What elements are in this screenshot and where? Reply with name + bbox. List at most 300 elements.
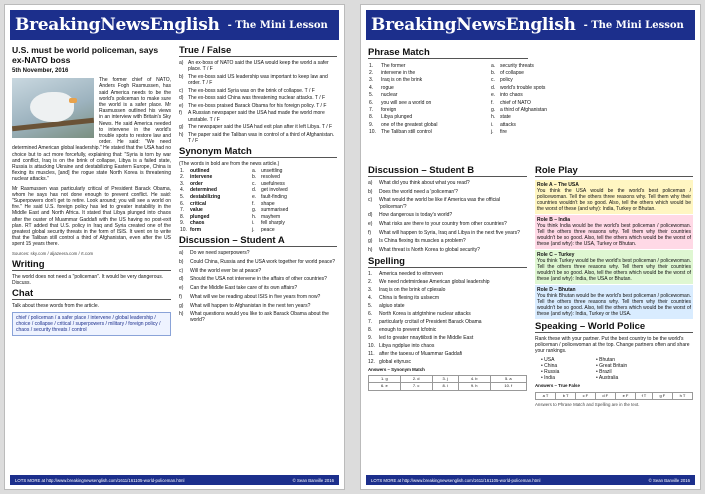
item-letter: d) (368, 212, 373, 219)
phrase-end: security threats (500, 62, 534, 69)
lesson-page-1 (4, 4, 345, 490)
row-number: 7. (180, 207, 185, 214)
article-paragraph: Mr Rasmussen was particularly critical of President Barack Obama, whom he says has not done enough to prevent conflict. He said: "Superpowers don't get to retire. Look around; you will see a world on fire." He said U.S. foreign policy has led to greater instability in the Middle East and North Africa. It stated that Libya plunged into chaos after the ouster of Muammar Gaddafi with the US having no post-exit plan. RT added that U.S. policy in Iraq and Syria created one of the greatest global security threats in the form of ISIS. It went on to write that the Taliban still control a third of Afghanistan, even after the US spent 15 years there. (12, 185, 171, 248)
discussion-b-heading: Discussion – Student B (368, 165, 527, 177)
item-text: Is China flexing its muscles a problem? (379, 238, 466, 245)
item-text: What will happen to Syria, Iraq and Libya in the next five years? (379, 229, 520, 236)
phrase-start: The former (381, 62, 406, 69)
question-item (368, 180, 527, 186)
brand-title: BreakingNewsEnglish (371, 15, 576, 35)
page-footer (366, 475, 695, 485)
answer-cell: 4. b (458, 376, 490, 383)
spelling-item (368, 279, 527, 285)
true-false-item (179, 124, 337, 130)
synonym-row (179, 174, 337, 181)
row-letter: e. (252, 193, 257, 200)
row-letter: j. (252, 226, 255, 233)
synonym-answers-label: Answers – Synonym Match (368, 367, 425, 373)
item-text: What will we be reading about ISIS in five years from now? (190, 293, 321, 300)
answer-cell: a T (536, 392, 556, 399)
item-letter: b) (179, 259, 184, 266)
question-item (179, 303, 337, 309)
phrase-start: intervene in the (381, 69, 416, 76)
lesson-page-2 (360, 4, 701, 490)
synonym-match: summarised (261, 207, 289, 214)
role-title: Role A – The USA (537, 181, 579, 188)
footer-copyright: © Sean Banville 2016 (292, 477, 334, 483)
question-item (368, 212, 527, 218)
true-false-list (179, 60, 337, 144)
item-text: America needed to eitnrveen (379, 270, 443, 277)
row-letter: h. (491, 114, 496, 121)
answer-cell: 3. j (432, 376, 458, 383)
item-letter: c) (368, 197, 373, 204)
phrase-start: Iraq is on the brink (381, 77, 423, 84)
item-letter: e) (179, 285, 184, 292)
spelling-heading: Spelling (368, 256, 527, 268)
answer-cell: e F (615, 392, 635, 399)
phrase-start: nuclear (381, 92, 398, 99)
row-number: 9. (180, 220, 185, 227)
row-number: 5. (369, 92, 374, 99)
discussion-a-heading: Discussion – Student A (179, 235, 337, 247)
answer-cell: 10. f (490, 383, 526, 390)
answer-cell: f T (636, 392, 653, 399)
phrase-end: policy (500, 77, 513, 84)
answers-row (536, 392, 693, 399)
row-letter: g. (252, 207, 257, 214)
answer-cell: c F (576, 392, 596, 399)
item-text: What threat is North Korea to global security? (379, 247, 480, 254)
question-item (179, 285, 337, 291)
synonym-row (179, 181, 337, 188)
true-false-item (179, 103, 337, 109)
synonym-match: peace (261, 226, 275, 233)
banner-subtitle: - The Mini Lesson (583, 19, 684, 31)
true-false-item (179, 74, 337, 86)
phrase-start: rogue (381, 84, 394, 91)
left-column-p2 (368, 163, 527, 391)
chat-intro: Talk about these words from the article. (12, 303, 99, 310)
country-item: • China (541, 363, 596, 369)
question-item (179, 276, 337, 282)
row-number: 10. (369, 129, 376, 136)
item-text: enough to prevent lcfotnic (379, 326, 437, 333)
row-number: 1. (180, 167, 185, 174)
footer-link[interactable]: LOTS MORE at http://www.breakingnewsenglish.com/1611/161105-world-policeman.html (15, 477, 185, 483)
item-text: Will the world ever be at peace? (190, 267, 262, 274)
row-letter: f. (491, 99, 494, 106)
true-false-item (179, 132, 337, 144)
row-letter: d. (252, 187, 257, 194)
row-letter: e. (491, 92, 496, 99)
phrase-row (368, 77, 618, 84)
item-text: Do we need superpowers? (190, 250, 250, 257)
answers-row (369, 383, 527, 390)
synonym-row (179, 194, 337, 201)
synonym-heading: Synonym Match (179, 146, 337, 158)
row-number: 8. (180, 213, 185, 220)
item-text: The newspaper said the USA had exit plan after it left Libya. T / F (188, 124, 333, 131)
item-number: 3. (368, 286, 373, 293)
row-letter: h. (252, 213, 257, 220)
item-text: The ex-boss praised Barack Obama for his foreign policy. T / F (188, 102, 327, 109)
item-text: The paper said the Taliban was in control of a third of Afghanistan. T / F (188, 131, 335, 144)
phrase-end: a third of Afghanistan (500, 106, 547, 113)
phrase-row (368, 114, 618, 121)
item-text: Could China, Russia and the USA work together for world peace? (190, 259, 336, 266)
item-number: 8. (368, 326, 373, 333)
answer-cell: 7. c (400, 383, 432, 390)
phrase-start: one of the greatest global (381, 121, 438, 128)
item-text: The ex-boss said China was threatening nuclear attacks. T / F (188, 95, 326, 102)
synonym-word: plunged (190, 213, 210, 220)
phrase-start: you will see a world on (381, 99, 432, 106)
row-number: 1. (369, 62, 374, 69)
synonym-word: order (190, 180, 203, 187)
footer-link[interactable]: LOTS MORE at http://www.breakingnewsenglish.com/1611/161105-world-policeman.html (371, 477, 541, 483)
item-letter: f) (368, 229, 372, 236)
country-item: • Australia (596, 375, 651, 381)
spelling-item (368, 303, 527, 309)
spelling-item (368, 327, 527, 333)
row-letter: b. (252, 174, 257, 181)
row-letter: a. (491, 62, 496, 69)
phrase-row (368, 121, 618, 128)
phrase-end: state (500, 114, 511, 121)
synonym-word: chaos (190, 220, 205, 227)
writing-prompt: The world does not need a "policeman". It would be very dangerous. Discuss. (12, 273, 164, 287)
synonym-note: (The words in bold are from the news article.) (179, 161, 280, 168)
page-banner (366, 10, 695, 40)
answer-cell: 6. e (369, 383, 401, 390)
question-item (368, 189, 527, 195)
item-letter: b) (368, 188, 373, 195)
item-text: An ex-boss of NATO said the USA would keep the world a safer place. T / F (188, 60, 329, 73)
chat-word-box: chief / policeman / a safer place / intervene / global leadership / choice / collapse / critical / superpowers / military / foreign policy / chaos / security threats / control (12, 312, 171, 337)
footer-copyright: © Sean Banville 2016 (648, 477, 690, 483)
item-number: 12. (368, 358, 375, 365)
role-text: You think Turkey would be the world's best policeman / policewoman. Tell the others three reasons why. Tell them why their countries wouldn't be so good. Also, tell the others which would be the worst of these (and why): India, the USA or Bhutan. (537, 257, 691, 283)
question-item (368, 197, 527, 209)
row-number: 4. (180, 187, 185, 194)
speaking-intro: Rank these with your partner. Put the best country to be the world's policeman / policewoman at the top. Change partners often and share your rankings. (535, 336, 690, 355)
question-item (368, 230, 527, 236)
true-false-item (179, 95, 337, 101)
item-text: after the taoesu of Muammar Gaddafi (379, 350, 463, 357)
synonym-match: mayhem (261, 213, 281, 220)
item-letter: h) (368, 247, 373, 254)
discussion-a-list (179, 250, 337, 323)
item-text: China is flexing its uslsecm (379, 294, 440, 301)
item-text: Can the Middle East take care of its own affairs? (190, 285, 298, 292)
answers-note: Answers to Phrase Match and Spelling are in the text. (535, 401, 640, 407)
banner-subtitle: - The Mini Lesson (227, 19, 328, 31)
seagull-photo (12, 78, 94, 138)
row-number: 7. (369, 106, 374, 113)
item-text: Does the world need a 'policeman'? (379, 188, 458, 195)
true-false-answers-table (535, 392, 693, 400)
speaking-heading: Speaking – World Police (535, 321, 693, 333)
answer-cell: 1. g (369, 376, 401, 383)
synonym-match: resolved (261, 174, 280, 181)
role-text: You think the USA would be the world's best policeman / policewoman. Tell the others three reasons why. Tell them why their countries wouldn't be so good. Also, tell the others which would be the worst of these (and why): India, Turkey or Bhutan. (537, 187, 691, 213)
row-letter: d. (491, 84, 496, 91)
phrase-row (368, 99, 618, 106)
question-item (368, 247, 527, 253)
spelling-item (368, 359, 527, 365)
spelling-item (368, 271, 527, 277)
row-number: 8. (369, 114, 374, 121)
row-number: 6. (180, 200, 185, 207)
item-number: 4. (368, 294, 373, 301)
phrase-row (368, 129, 618, 136)
answer-cell: h T (672, 392, 692, 399)
item-letter: g) (179, 124, 184, 131)
bird-shape (30, 92, 74, 122)
beak-shape (69, 98, 77, 103)
item-text: particularly crcitail of President Barack Obama (379, 318, 482, 325)
row-number: 2. (180, 174, 185, 181)
article-body (12, 77, 171, 247)
page-banner (10, 10, 339, 40)
phrase-start: The Taliban still control (381, 129, 432, 136)
item-letter: c) (179, 267, 184, 274)
role-text: You think India would be the world's best policeman / policewoman. Tell the others three reasons why. Tell them why their countries wouldn't be so good. Also, tell the others which would be the worst of these (and why): the USA, Turkey or Bhutan. (537, 222, 691, 248)
synonym-word: destabilizing (190, 193, 221, 200)
row-number: 3. (180, 180, 185, 187)
item-text: What did you think about what you read? (379, 180, 470, 186)
country-list (541, 357, 651, 382)
item-text: North Korea is atrlgtnhine nuclear attacks (379, 310, 471, 317)
question-item (179, 250, 337, 256)
role-card-c (535, 250, 693, 284)
answer-cell: 2. d (400, 376, 432, 383)
article-headline: U.S. must be world policeman, says ex-NATO boss (12, 45, 159, 65)
row-number: 10. (180, 226, 187, 233)
item-number: 9. (368, 334, 373, 341)
row-letter: g. (491, 106, 496, 113)
item-letter: d) (179, 276, 184, 283)
country-item: • Bhutan (596, 357, 651, 363)
item-letter: h) (179, 131, 184, 138)
item-text: A Russian newspaper said the USA had made the world more unstable. T / F (188, 110, 325, 123)
synonym-answers-table (368, 375, 527, 390)
spelling-item (368, 319, 527, 325)
synonym-row (179, 227, 337, 234)
answer-cell: b T (556, 392, 576, 399)
synonym-row (179, 207, 337, 214)
row-letter: c. (252, 180, 256, 187)
true-false-heading: True / False (179, 45, 337, 57)
phrase-row (368, 92, 618, 99)
answer-cell: d F (595, 392, 615, 399)
item-text: What risks are there to your country from other countries? (379, 221, 507, 228)
phrase-end: into chaos (500, 92, 523, 99)
page-footer (10, 475, 339, 485)
item-number: 5. (368, 302, 373, 309)
brand-title: BreakingNewsEnglish (15, 15, 220, 35)
role-title: Role B – India (537, 216, 571, 223)
synonym-word: value (190, 207, 203, 214)
right-column-p2 (535, 163, 693, 408)
row-letter: j. (491, 129, 494, 136)
item-number: 6. (368, 310, 373, 317)
question-item (179, 294, 337, 300)
synonym-row (179, 214, 337, 221)
spelling-item (368, 311, 527, 317)
spelling-item (368, 343, 527, 349)
role-title: Role C – Turkey (537, 251, 575, 258)
answer-cell: g F (652, 392, 672, 399)
row-number: 3. (369, 77, 374, 84)
row-letter: i. (252, 220, 255, 227)
phrase-match-section (368, 45, 694, 136)
spelling-item (368, 351, 527, 357)
question-item (179, 259, 337, 265)
item-letter: f) (179, 293, 183, 300)
spelling-item (368, 295, 527, 301)
item-letter: c) (179, 87, 184, 94)
synonym-match: unsettling (261, 167, 283, 174)
item-text: The ex-boss said US leadership was important to keep law and order. T / F (188, 73, 328, 86)
row-letter: a. (252, 167, 257, 174)
true-false-item (179, 110, 337, 122)
phrase-end: chief of NATO (500, 99, 531, 106)
phrase-end: of collapse (500, 69, 524, 76)
true-false-answers-label: Answers – True False (535, 383, 580, 389)
item-letter: a) (179, 250, 184, 257)
synonym-match: fault-finding (261, 193, 287, 200)
role-card-d (535, 285, 693, 319)
spelling-list (368, 271, 527, 365)
item-text: Iraq is on the brink of cplesalo (379, 286, 446, 293)
phrase-match-heading: Phrase Match (368, 47, 528, 59)
question-item (179, 311, 337, 323)
synonym-row (179, 187, 337, 194)
item-letter: h) (179, 311, 184, 318)
question-item (368, 238, 527, 244)
item-letter: a) (368, 180, 373, 186)
discussion-b-list (368, 180, 527, 253)
item-number: 1. (368, 270, 373, 277)
item-letter: b) (179, 73, 184, 80)
item-letter: e) (368, 221, 373, 228)
answer-cell: 9. h (458, 383, 490, 390)
item-text: The ex-boss said Syria was on the brink of collapse. T / F (188, 87, 315, 94)
synonym-match: shape (261, 200, 275, 207)
spelling-item (368, 335, 527, 341)
row-letter: i. (491, 121, 494, 128)
country-item: • India (541, 375, 596, 381)
answer-cell: 5. a (490, 376, 526, 383)
item-text: global eityrusc (379, 358, 411, 365)
phrase-match-table (368, 62, 618, 136)
item-letter: d) (179, 95, 184, 102)
item-letter: e) (179, 102, 184, 109)
phrase-row (368, 106, 618, 113)
synonym-match: fell sharply (261, 220, 285, 227)
phrase-row (368, 84, 618, 91)
question-item (368, 221, 527, 227)
item-text: We need ndetmirdeae American global leadership (379, 278, 490, 285)
writing-heading: Writing (12, 259, 171, 271)
chat-heading: Chat (12, 288, 171, 300)
synonym-row (179, 200, 337, 207)
country-item: • Russia (541, 369, 596, 375)
phrase-start: foreign (381, 106, 397, 113)
item-text: led to greater nnaytiibsti in the Middle East (379, 334, 474, 341)
country-item: • Great Britain (596, 363, 651, 369)
item-text: What would the world be like if America was the official 'policeman'? (379, 197, 501, 210)
item-number: 11. (368, 350, 375, 357)
phrase-row (368, 62, 618, 69)
role-card-a (535, 180, 693, 214)
role-title: Role D – Bhutan (537, 286, 576, 293)
item-text: What will happen to Afghanistan in the next ten years? (190, 302, 311, 309)
synonym-match: get involved (261, 187, 288, 194)
item-number: 10. (368, 342, 375, 349)
row-letter: b. (491, 69, 496, 76)
country-item: • USA (541, 357, 596, 363)
article-sources: Sources: sky.com / aljazeera.com / rt.com (12, 250, 94, 256)
row-number: 2. (369, 69, 374, 76)
article-paragraph: The former chief of NATO, Anders Fogh Rasmussen, has said America needs to be the world's policeman to make sure the world is a safer place. Mr Rasmussen outlined his views in an interview with Britain's Sky News. He said America needed to intervene in the world's trouble spots to restore law and order. He said: "We need determined American global leadership." He stated that the USA had no choice but to act more forcefully, explaining that: "Syria is torn by war and conflict, Iraq is on the brink of collapse, Libya is a failed state, Russia is attacking Ukraine and destabilizing Eastern Europe, China is flexing its muscles, [and] the rogue state North Korea is threatening nuclear attacks." (12, 77, 171, 183)
row-letter: c. (491, 77, 495, 84)
spelling-item (368, 287, 527, 293)
synonym-word: determined (190, 187, 217, 194)
article-date: 5th November, 2016 (12, 68, 69, 74)
item-letter: g) (179, 302, 184, 309)
item-letter: a) (179, 60, 184, 66)
item-text: How dangerous is today's world? (379, 212, 453, 219)
row-number: 5. (180, 193, 185, 200)
answers-row (369, 376, 527, 383)
answer-cell: 8. i (432, 383, 458, 390)
synonym-word: outlined (190, 167, 210, 174)
phrase-end: attacks (500, 121, 516, 128)
phrase-start: Libya plunged (381, 114, 413, 121)
item-letter: g) (368, 238, 373, 245)
synonym-table (179, 167, 337, 233)
item-text: Should the USA not intervene in the affairs of other countries? (190, 276, 327, 283)
item-letter: f) (179, 110, 183, 117)
synonym-word: intervene (190, 174, 213, 181)
phrase-end: fire (500, 129, 507, 136)
role-play-heading: Role Play (535, 165, 693, 177)
item-text: algiuo state (379, 302, 405, 309)
item-number: 7. (368, 318, 373, 325)
row-letter: f. (252, 200, 255, 207)
synonym-row (179, 167, 337, 174)
article-column (12, 46, 171, 336)
item-number: 2. (368, 278, 373, 285)
role-card-b (535, 215, 693, 249)
row-number: 9. (369, 121, 374, 128)
exercise-column (179, 43, 337, 326)
synonym-word: form (190, 226, 202, 233)
role-text: You think Bhutan would be the world's best policeman / policewoman. Tell the others three reasons why. Tell them why their countries wouldn't be so good. Also, tell the others which would be the worst of these (and why): India, Turkey or the USA. (537, 292, 691, 318)
synonym-word: critical (190, 200, 207, 207)
question-item (179, 268, 337, 274)
synonym-row (179, 220, 337, 227)
row-number: 4. (369, 84, 374, 91)
synonym-match: usefulness (261, 180, 285, 187)
country-item: • Brazil (596, 369, 651, 375)
item-text: Libya ngdplue into chaos (379, 342, 435, 349)
true-false-item (179, 88, 337, 94)
phrase-row (368, 69, 618, 76)
